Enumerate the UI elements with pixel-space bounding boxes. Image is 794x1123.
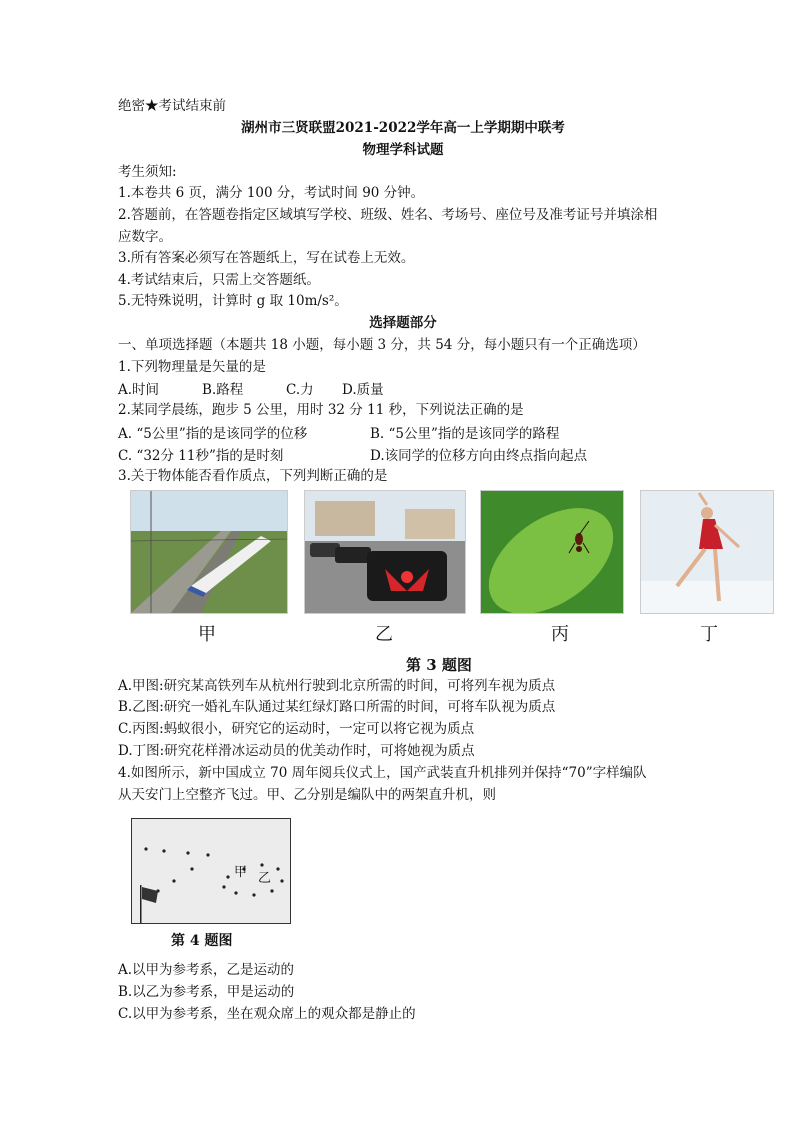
- notice-item: 4.考试结束后，只需上交答题纸。: [118, 272, 320, 288]
- exam-subtitle: 物理学科试题: [362, 142, 444, 158]
- q1-option-c: C.力: [286, 382, 314, 398]
- wedding-car-photo: [304, 490, 466, 614]
- notice-item: 2.答题前，在答题卷指定区域填写学校、班级、姓名、考场号、座位号及准考证号并填涂相: [118, 207, 658, 223]
- q4-label-yi: 乙: [258, 871, 272, 886]
- q3-label-yi: 乙: [375, 624, 393, 645]
- q4-option-c: C.以甲为参考系，坐在观众席上的观众都是静止的: [118, 1006, 416, 1022]
- q2-option-a: A. “5公里”指的是该同学的位移: [118, 426, 308, 442]
- section-instruction: 一、单项选择题（本题共 18 小题，每小题 3 分，共 54 分，每小题只有一个正确选项）: [118, 337, 646, 353]
- figure-skater-photo: [640, 490, 774, 614]
- helicopter-formation-figure: [131, 818, 291, 924]
- q4-stem-line2: 从天安门上空整齐飞过。甲、乙分别是编队中的两架直升机，则: [118, 787, 496, 803]
- q3-label-bing: 丙: [551, 624, 569, 645]
- q3-option-b: B.乙图:研究一婚礼车队通过某红绿灯路口所需的时间，可将车队视为质点: [118, 699, 556, 715]
- notice-heading: 考生须知:: [118, 164, 177, 180]
- q3-option-d: D.丁图:研究花样滑冰运动员的优美动作时，可将她视为质点: [118, 743, 475, 759]
- q4-caption: 第 4 题图: [171, 933, 233, 949]
- ant-photo: [480, 490, 624, 614]
- q1-option-b: B.路程: [202, 382, 244, 398]
- q3-stem: 3.关于物体能否看作质点，下列判断正确的是: [118, 468, 388, 484]
- secret-mark: 绝密★考试结束前: [118, 98, 226, 114]
- notice-item: 3.所有答案必须写在答题纸上，写在试卷上无效。: [118, 250, 415, 266]
- notice-item: 应数字。: [118, 229, 172, 245]
- notice-item: 5.无特殊说明，计算时 g 取 10m/s²。: [118, 293, 348, 309]
- section-title: 选择题部分: [369, 315, 437, 331]
- notice-item: 1.本卷共 6 页，满分 100 分，考试时间 90 分钟。: [118, 185, 425, 201]
- q2-stem: 2.某同学晨练，跑步 5 公里，用时 32 分 11 秒，下列说法正确的是: [118, 402, 524, 418]
- q1-stem: 1.下列物理量是矢量的是: [118, 359, 266, 375]
- train-photo: [130, 490, 288, 614]
- q4-label-jia: 甲: [234, 865, 248, 880]
- q4-option-a: A.以甲为参考系，乙是运动的: [118, 962, 295, 978]
- q3-caption: 第 3 题图: [406, 656, 472, 674]
- q2-option-b: B. “5公里”指的是该同学的路程: [370, 426, 560, 442]
- q2-option-c: C. “32分 11秒”指的是时刻: [118, 448, 284, 464]
- q4-stem-line1: 4.如图所示，新中国成立 70 周年阅兵仪式上，国产武装直升机排列并保持“70”字样编队: [118, 765, 647, 781]
- q3-label-ding: 丁: [700, 624, 718, 645]
- q3-option-c: C.丙图:蚂蚁很小，研究它的运动时，一定可以将它视为质点: [118, 721, 475, 737]
- q1-option-a: A.时间: [118, 382, 160, 398]
- q4-option-b: B.以乙为参考系，甲是运动的: [118, 984, 295, 1000]
- q3-label-jia: 甲: [198, 624, 216, 645]
- exam-title: 湖州市三贤联盟2021-2022学年高一上学期期中联考: [241, 120, 565, 136]
- q2-option-d: D.该同学的位移方向由终点指向起点: [370, 448, 588, 464]
- q3-option-a: A.甲图:研究某高铁列车从杭州行驶到北京所需的时间，可将列车视为质点: [118, 678, 556, 694]
- q1-option-d: D.质量: [342, 382, 384, 398]
